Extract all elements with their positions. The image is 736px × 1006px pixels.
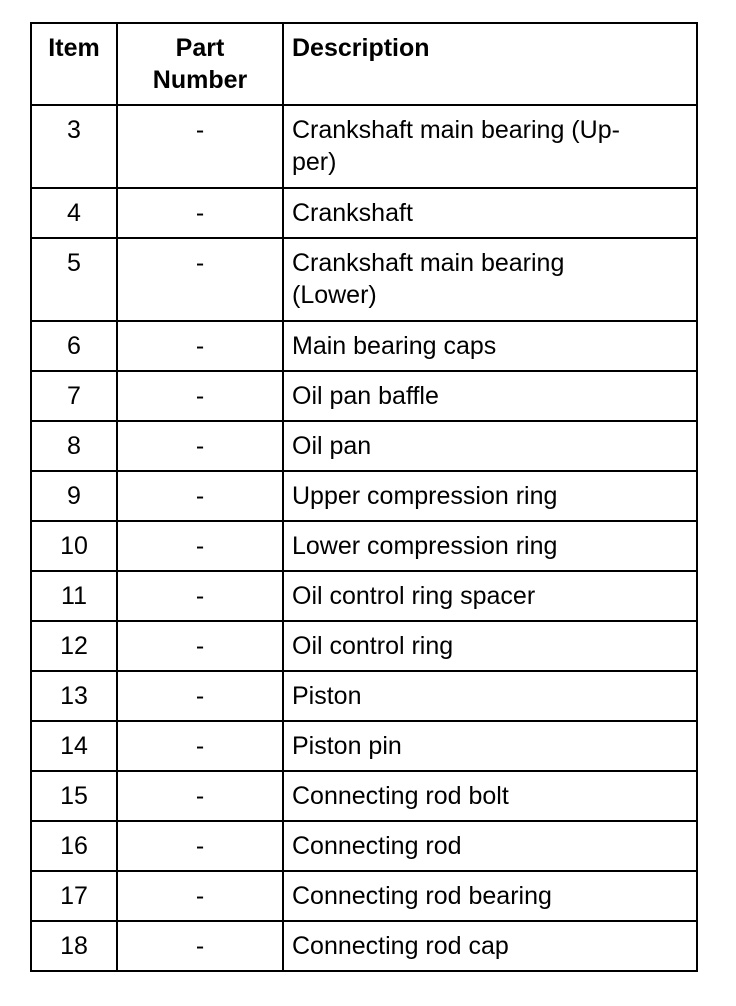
cell-part-number: - xyxy=(117,238,283,321)
table-row xyxy=(31,571,697,621)
table-row xyxy=(31,188,697,238)
description-line1: Crankshaft main bearing (Up- xyxy=(292,116,620,144)
cell-description: Main bearing caps xyxy=(283,321,697,371)
table-row xyxy=(31,871,697,921)
header-item xyxy=(31,23,117,105)
cell-item: 4 xyxy=(31,188,117,238)
cell-description: Lower compression ring xyxy=(283,521,697,571)
cell-item: 16 xyxy=(31,821,117,871)
table-row xyxy=(31,921,697,971)
table-row xyxy=(31,821,697,871)
header-part-label-line1: Part xyxy=(175,34,225,62)
description-line2: per) xyxy=(292,148,337,176)
cell-description: Piston pin xyxy=(283,721,697,771)
header-description xyxy=(283,23,697,105)
cell-description: Upper compression ring xyxy=(283,471,697,521)
cell-part-number: - xyxy=(117,771,283,821)
cell-part-number: - xyxy=(117,188,283,238)
cell-part-number: - xyxy=(117,621,283,671)
cell-part-number: - xyxy=(117,421,283,471)
cell-description: Oil pan xyxy=(283,421,697,471)
cell-description: Connecting rod cap xyxy=(283,921,697,971)
cell-description: Connecting rod bearing xyxy=(283,871,697,921)
cell-description: Oil pan baffle xyxy=(283,371,697,421)
cell-part-number: - xyxy=(117,105,283,188)
cell-part-number: - xyxy=(117,871,283,921)
table-row xyxy=(31,721,697,771)
cell-part-number: - xyxy=(117,671,283,721)
cell-description: Connecting rod xyxy=(283,821,697,871)
cell-item: 5 xyxy=(31,238,117,321)
description-line2: (Lower) xyxy=(292,281,377,309)
cell-description: Oil control ring spacer xyxy=(283,571,697,621)
table-row xyxy=(31,105,697,188)
description-line1: Crankshaft main bearing xyxy=(292,249,565,277)
cell-description: Crankshaft xyxy=(283,188,697,238)
cell-part-number: - xyxy=(117,571,283,621)
cell-description xyxy=(283,105,697,188)
cell-item: 3 xyxy=(31,105,117,188)
header-part-number xyxy=(117,23,283,105)
cell-item: 7 xyxy=(31,371,117,421)
table-row xyxy=(31,771,697,821)
cell-part-number: - xyxy=(117,721,283,771)
cell-item: 11 xyxy=(31,571,117,621)
cell-part-number: - xyxy=(117,821,283,871)
parts-table xyxy=(30,22,698,972)
cell-item: 9 xyxy=(31,471,117,521)
cell-description: Oil control ring xyxy=(283,621,697,671)
table-header-row xyxy=(31,23,697,105)
cell-part-number: - xyxy=(117,521,283,571)
cell-part-number: - xyxy=(117,471,283,521)
cell-item: 12 xyxy=(31,621,117,671)
cell-item: 10 xyxy=(31,521,117,571)
table-row xyxy=(31,671,697,721)
cell-description xyxy=(283,238,697,321)
cell-description: Connecting rod bolt xyxy=(283,771,697,821)
table-row xyxy=(31,321,697,371)
cell-item: 15 xyxy=(31,771,117,821)
table-row xyxy=(31,371,697,421)
cell-part-number: - xyxy=(117,321,283,371)
table-row xyxy=(31,471,697,521)
cell-item: 13 xyxy=(31,671,117,721)
cell-item: 17 xyxy=(31,871,117,921)
table-row xyxy=(31,238,697,321)
cell-part-number: - xyxy=(117,371,283,421)
header-part-label-line2: Number xyxy=(152,66,248,94)
header-description-label: Description xyxy=(292,34,430,62)
table-row xyxy=(31,421,697,471)
cell-item: 18 xyxy=(31,921,117,971)
cell-part-number: - xyxy=(117,921,283,971)
cell-item: 8 xyxy=(31,421,117,471)
table-row xyxy=(31,521,697,571)
cell-item: 6 xyxy=(31,321,117,371)
header-item-label: Item xyxy=(48,34,100,62)
cell-description: Piston xyxy=(283,671,697,721)
table-row xyxy=(31,621,697,671)
cell-item: 14 xyxy=(31,721,117,771)
